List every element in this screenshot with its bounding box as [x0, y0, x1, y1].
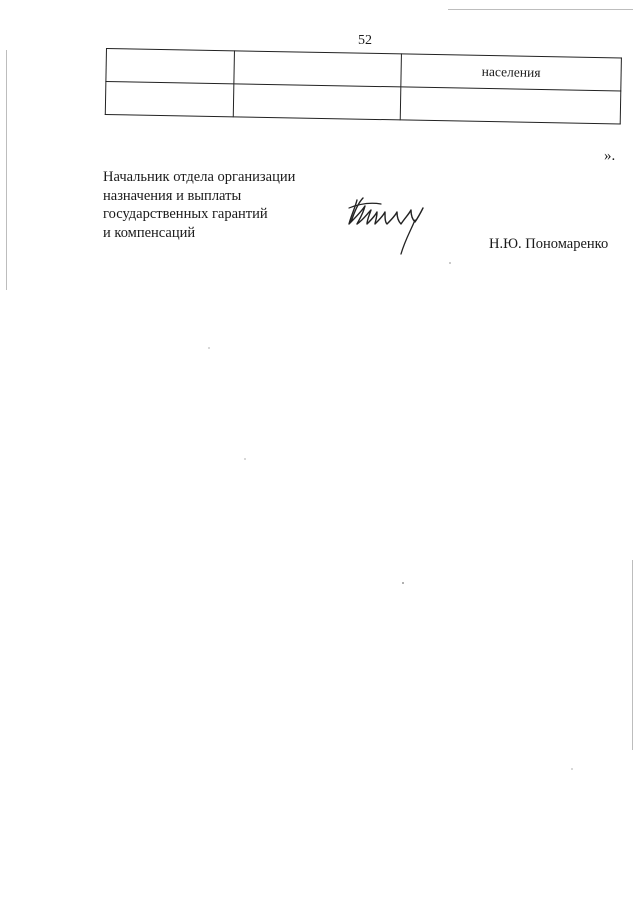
scan-speck	[449, 262, 451, 264]
scan-edge-left	[6, 50, 7, 290]
scan-edge-right	[632, 560, 633, 750]
signer-name: Н.Ю. Пономаренко	[489, 236, 609, 252]
table-fragment	[104, 48, 620, 139]
table-cell	[234, 51, 402, 87]
scan-edge-top	[448, 9, 633, 10]
position-line: назначения и выплаты	[103, 187, 242, 204]
table-cell	[106, 49, 235, 84]
position-line: государственных гарантий	[103, 206, 268, 222]
closing-quote: ».	[604, 148, 616, 164]
page-number: 52	[358, 33, 372, 48]
handwritten-signature	[345, 192, 425, 256]
data-table	[105, 48, 622, 124]
table-cell	[105, 82, 234, 117]
table-cell	[400, 87, 621, 124]
position-line: и компенсаций	[103, 224, 196, 241]
table-cell: населения	[401, 54, 622, 91]
scan-speck	[244, 458, 246, 460]
position-line: Начальник отдела организации	[103, 169, 296, 185]
scan-speck	[402, 582, 404, 584]
signer-position	[103, 168, 333, 242]
scan-speck	[571, 768, 573, 770]
scan-speck	[208, 347, 210, 349]
table-cell	[233, 84, 401, 120]
